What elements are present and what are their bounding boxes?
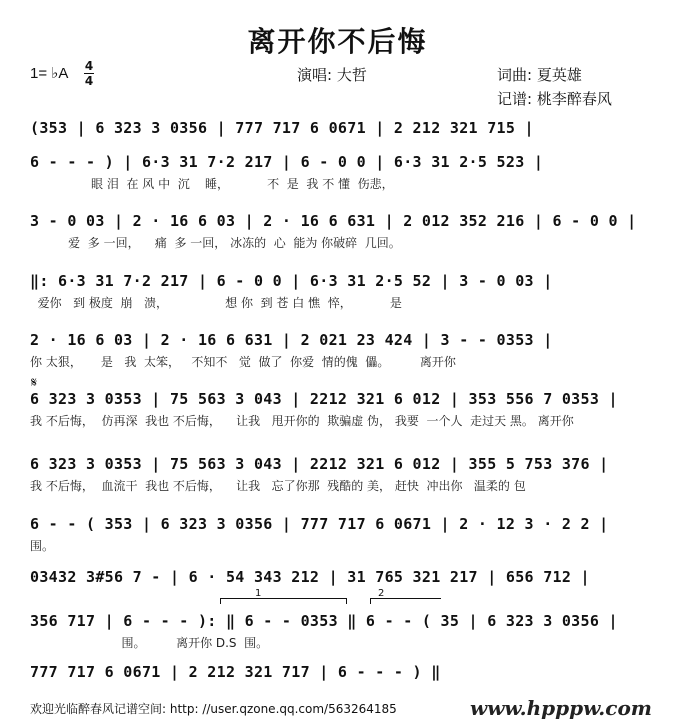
lyrics-line: 爱 多 一回， 痛 多 一回， 冰冻的 心 能为 你破碎 几回。 — [30, 236, 401, 250]
song-title: 离开你不后悔 — [247, 25, 428, 58]
footer-credit: 欢迎光临醉春风记谱空间: http: //user.qzone.qq.com/563264185 — [30, 702, 397, 716]
lyrics-line: 眼 泪 在 风 中 沉 睡， 不 是 我 不 懂 伤悲， — [30, 177, 394, 191]
volta-first-bracket — [220, 598, 347, 604]
transcriber-credit: 记谱: 桃李醉春风 — [497, 90, 612, 108]
notes-line: ‖: 6·3 31 7·2 217 | 6 - 0 0 | 6·3 31 2·5 52 | 3 - 0 03 | — [30, 272, 553, 290]
segno-sign: 𝄋 — [31, 375, 38, 391]
notes-line: 6 - - ( 353 | 6 323 3 0356 | 777 717 6 0671 | 2 · 12 3 · 2 2 | — [30, 515, 609, 533]
singer-credit: 演唱: 大哲 — [297, 66, 367, 84]
time-numerator: 4 — [84, 59, 94, 73]
notes-line: 3 - 0 03 | 2 · 16 6 03 | 2 · 16 6 631 | 2 012 352 216 | 6 - 0 0 | — [30, 212, 637, 230]
notes-line: 6 323 3 0353 | 75 563 3 043 | 2212 321 6 012 | 353 556 7 0353 | — [30, 390, 618, 408]
lyrics-line: 围。 离开你 D.S 围。 — [30, 636, 269, 650]
watermark-site: www.hpppw.com — [470, 696, 652, 720]
volta-second-label: 2 — [378, 588, 385, 599]
lyrics-line: 围。 — [30, 539, 55, 553]
time-signature — [84, 60, 94, 87]
lyrics-line: 爱你 到 极度 崩 溃， 想 你 到 苍 白 憔 悴， 是 — [30, 296, 402, 310]
lyrics-line: 你 太狠， 是 我 太笨， 不知不 觉 做了 你爱 情的傀 儡。 离开你 — [30, 355, 456, 369]
composer-credit: 词曲: 夏英雄 — [497, 66, 582, 84]
notes-line: 03432 3#56 7 - | 6 · 54 343 212 | 31 765 321 217 | 656 712 | — [30, 568, 590, 586]
key-signature: 1= ♭A — [30, 65, 69, 82]
notes-line: 6 323 3 0353 | 75 563 3 043 | 2212 321 6 012 | 355 5 753 376 | — [30, 455, 609, 473]
lyrics-line: 我 不后悔， 血流干 我也 不后悔， 让我 忘了你那 残酷的 美， 赶快 冲出你 温柔的 包 — [30, 479, 526, 493]
notes-line: 2 · 16 6 03 | 2 · 16 6 631 | 2 021 23 424 | 3 - - 0353 | — [30, 331, 553, 349]
time-denominator: 4 — [84, 74, 94, 88]
notes-line: 356 717 | 6 - - - ): ‖ 6 - - 0353 ‖ 6 - - ( 35 | 6 323 3 0356 | — [30, 612, 618, 630]
notes-line: 6 - - - ) | 6·3 31 7·2 217 | 6 - 0 0 | 6·3 31 2·5 523 | — [30, 153, 544, 171]
volta-first-label: 1 — [255, 588, 262, 599]
notes-line: (353 | 6 323 3 0356 | 777 717 6 0671 | 2 212 321 715 | — [30, 119, 534, 137]
notes-line: 777 717 6 0671 | 2 212 321 717 | 6 - - - ) ‖ — [30, 663, 441, 681]
lyrics-line: 我 不后悔， 仿再深 我也 不后悔， 让我 甩开你的 欺骗虚 伪， 我要 一个人 走过天 黑。 离开你 — [30, 414, 574, 428]
